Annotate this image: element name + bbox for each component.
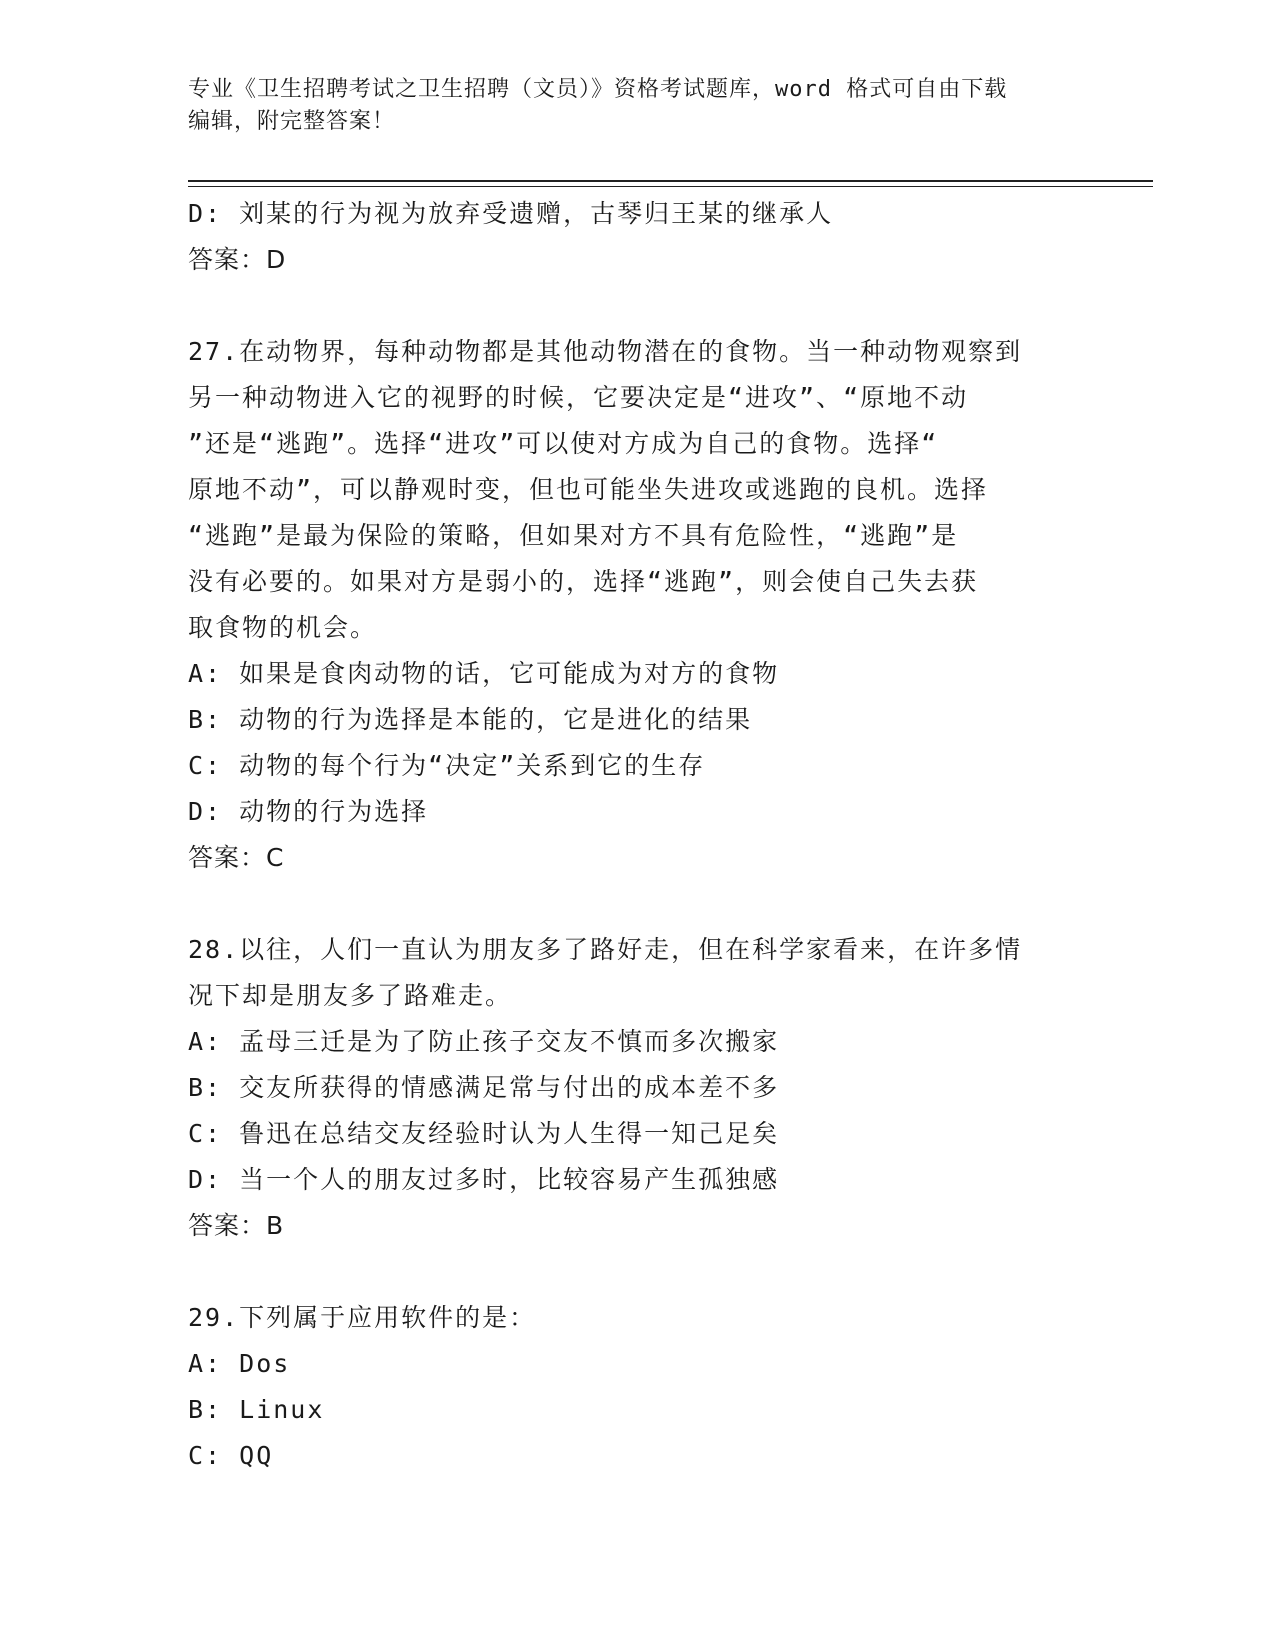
answer-label: 答案：D: [188, 245, 287, 274]
spacer: [188, 881, 1088, 927]
question-stem-line: 取食物的机会。: [188, 613, 378, 642]
option-a: A: Dos: [188, 1349, 291, 1378]
option-a: A: 孟母三迁是为了防止孩子交友不慎而多次搬家: [188, 1027, 780, 1056]
option-c: C: 动物的每个行为“决定”关系到它的生存: [188, 751, 706, 780]
header-line-2: 编辑，附完整答案！: [188, 109, 396, 134]
header-divider-thin: [188, 186, 1153, 187]
question-stem-line: 29.下列属于应用软件的是：: [188, 1303, 537, 1332]
question-stem-line: 原地不动”，可以静观时变，但也可能坐失进攻或逃跑的良机。选择: [188, 475, 989, 504]
option-b: B: 动物的行为选择是本能的，它是进化的结果: [188, 705, 753, 734]
option-d: D: 动物的行为选择: [188, 797, 429, 826]
question-stem-line: ”还是“逃跑”。选择“进攻”可以使对方成为自己的食物。选择“: [188, 429, 939, 458]
option-d: D: 刘某的行为视为放弃受遗赠，古琴归王某的继承人: [188, 199, 834, 228]
answer-label: 答案：B: [188, 1211, 285, 1240]
question-stem-line: 况下却是朋友多了路难走。: [188, 981, 513, 1010]
question-28: [188, 927, 1088, 1249]
question-stem-line: “逃跑”是最为保险的策略，但如果对方不具有危险性，“逃跑”是: [188, 521, 959, 550]
spacer: [188, 283, 1088, 329]
header-line-1: 专业《卫生招聘考试之卫生招聘（文员）》资格考试题库，word 格式可自由下载: [188, 77, 1008, 102]
option-c: C: 鲁迅在总结交友经验时认为人生得一知己足矣: [188, 1119, 780, 1148]
spacer: [188, 1249, 1088, 1295]
question-list: [188, 191, 1088, 1479]
option-a: A: 如果是食肉动物的话，它可能成为对方的食物: [188, 659, 780, 688]
option-c: C: QQ: [188, 1441, 274, 1470]
question-stem-line: 28.以往，人们一直认为朋友多了路好走，但在科学家看来，在许多情: [188, 935, 1023, 964]
option-b: B: 交友所获得的情感满足常与付出的成本差不多: [188, 1073, 780, 1102]
question-stem-line: 另一种动物进入它的视野的时候，它要决定是“进攻”、“原地不动: [188, 383, 969, 412]
question-stem-line: 没有必要的。如果对方是弱小的，选择“逃跑”，则会使自己失去获: [188, 567, 979, 596]
answer-label: 答案：C: [188, 843, 285, 872]
question-stem-line: 27.在动物界，每种动物都是其他动物潜在的食物。当一种动物观察到: [188, 337, 1023, 366]
question-27: [188, 329, 1088, 881]
header-divider-thick: [188, 180, 1153, 182]
document-header: [188, 74, 1088, 138]
question-26: [188, 191, 1088, 283]
question-29: [188, 1295, 1088, 1479]
option-b: B: Linux: [188, 1395, 325, 1424]
option-d: D: 当一个人的朋友过多时，比较容易产生孤独感: [188, 1165, 780, 1194]
